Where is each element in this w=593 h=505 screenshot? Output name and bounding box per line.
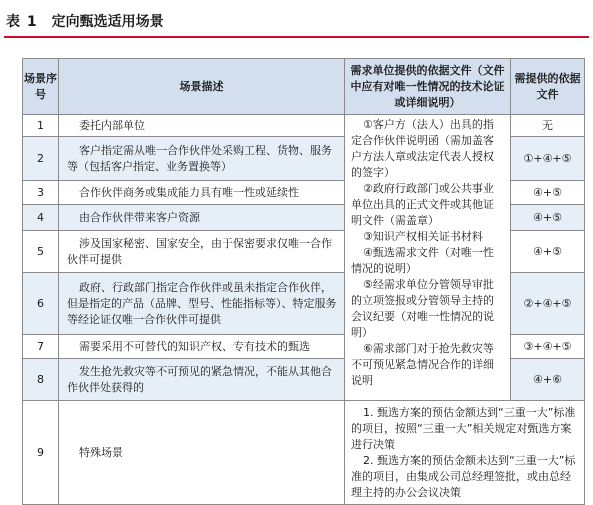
doc-item: ⑥需求部门对于抢先救灾等不可预见紧急情况合作的详细说明 [351, 342, 494, 387]
special-decision-rules [345, 401, 585, 505]
doc-item: ③知识产权相关证书材料 [363, 230, 483, 243]
doc-item: ②政府行政部门或公共事业单位出具的正式文件或其他证明文件（需盖章） [351, 182, 494, 227]
row-seq: 1 [23, 115, 59, 137]
special-rule: 2. 甄选方案的预估金额未达到“三重一大”标准的项目，由集成公司总经理签批，或由总经理主持的办公会议决策 [351, 453, 576, 499]
table-number: 表 1 [6, 14, 38, 30]
scenario-table [22, 58, 585, 505]
doc-item: ⑤经需求单位分管领导审批的立项签报或分管领导主持的会议纪要（对唯一性情况的说明） [351, 278, 494, 339]
table-row [23, 115, 585, 137]
doc-item: ④甄选需求文件（对唯一性情况的说明） [351, 246, 494, 275]
row-seq: 3 [23, 181, 59, 205]
header-docs: 需求单位提供的依据文件（文件中应有对唯一性情况的技术论证或详细说明） [345, 59, 511, 115]
header-seq: 场景序号 [23, 59, 59, 115]
row-desc: 需要采用不可替代的知识产权、专有技术的甄选 [59, 335, 345, 359]
row-desc: 合作伙伴商务或集成能力具有唯一性或延续性 [59, 181, 345, 205]
row-need: ①+④+⑤ [511, 137, 585, 181]
special-rule: 1. 甄选方案的预估金额达到“三重一大”标准的项目，按照“三重一大”相关规定对甄选方案进行决策 [351, 405, 576, 451]
row-desc: 委托内部单位 [59, 115, 345, 137]
row-need: ④+⑤ [511, 181, 585, 205]
row-desc: 由合作伙伴带来客户资源 [59, 205, 345, 231]
row-desc: 涉及国家秘密、国家安全，由于保密要求仅唯一合作伙伴可提供 [59, 231, 345, 273]
row-seq: 7 [23, 335, 59, 359]
row-desc: 发生抢先救灾等不可预见的紧急情况，不能从其他合作伙伴处获得的 [59, 359, 345, 401]
row-need: ④+⑥ [511, 359, 585, 401]
doc-item: ①客户方（法人）出具的指定合作伙伴说明函（需加盖客户方法人章或法定代表人授权的签字） [351, 118, 494, 179]
table-caption [6, 10, 164, 32]
row-seq: 8 [23, 359, 59, 401]
table-title: 定向甄选适用场景 [51, 14, 164, 30]
row-need: 无 [511, 115, 585, 137]
row-seq: 2 [23, 137, 59, 181]
row-seq: 5 [23, 231, 59, 273]
row-desc: 客户指定需从唯一合作伙伴处采购工程、货物、服务等（包括客户指定、业务置换等） [59, 137, 345, 181]
row-seq: 9 [23, 401, 59, 505]
header-desc: 场景描述 [59, 59, 345, 115]
row-seq: 4 [23, 205, 59, 231]
row-need: ③+④+⑤ [511, 335, 585, 359]
row-seq: 6 [23, 273, 59, 335]
table-row-special [23, 401, 585, 505]
row-need: ②+④+⑤ [511, 273, 585, 335]
row-need: ④+⑤ [511, 231, 585, 273]
row-desc: 政府、行政部门指定合作伙伴或虽未指定合作伙伴，但是指定的产品（品牌、型号、性能指标等）、特定服务等经论证仅唯一合作伙伴可提供 [59, 273, 345, 335]
row-need: ④+⑤ [511, 205, 585, 231]
basis-documents-list [345, 115, 511, 401]
title-divider [4, 36, 589, 38]
header-need: 需提供的依据文件 [511, 59, 585, 115]
row-desc: 特殊场景 [59, 401, 345, 505]
